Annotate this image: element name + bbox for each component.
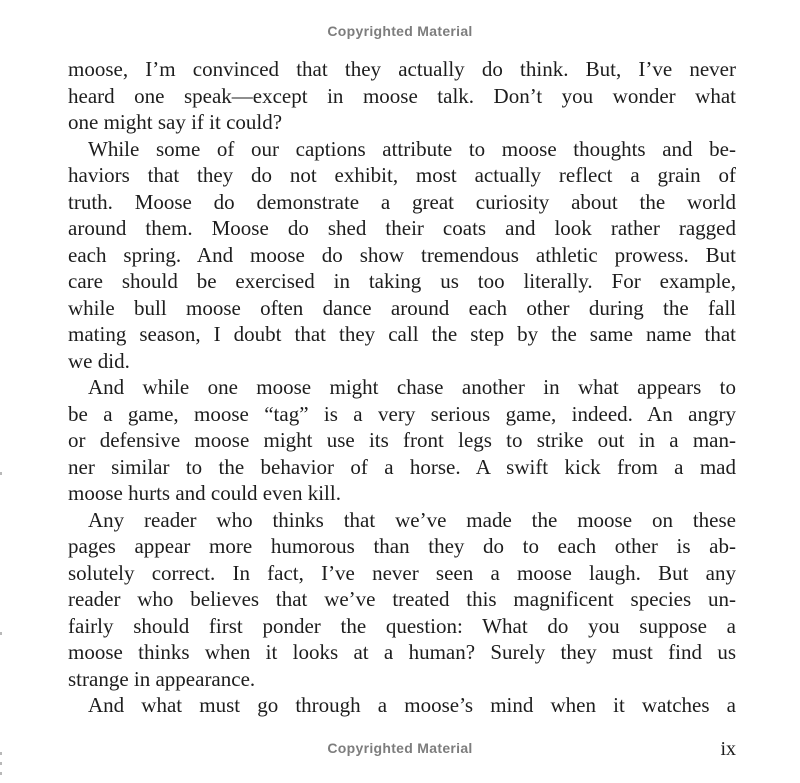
page-body: [68, 56, 736, 719]
text-line: we did.: [68, 348, 130, 373]
paragraph: [68, 56, 736, 136]
text-line: around them. Moose do shed their coats and look rather ragged: [68, 216, 736, 240]
text-line: one might say if it could?: [68, 110, 283, 134]
text-line: strange in appearance.: [68, 666, 256, 691]
text-line: truth. Moose do demonstrate a great curiosity about the world: [68, 189, 736, 214]
page-number: ix: [720, 738, 736, 760]
text-line: heard one speak—except in moose talk. Don’t you wonder what: [68, 83, 736, 108]
scan-artifact-mark: [0, 472, 2, 475]
scan-artifact-mark: [0, 752, 2, 755]
text-line: ner similar to the behavior of a horse. A swift kick from a mad: [68, 454, 736, 479]
text-line: moose, I’m convinced that they actually do think. But, I’ve never: [68, 57, 736, 81]
scan-artifact-mark: [0, 632, 2, 635]
paragraph: [68, 374, 736, 507]
text-line: fairly should first ponder the question: What do you suppose a: [68, 613, 736, 638]
text-line: moose thinks when it looks at a human? Surely they must find us: [68, 640, 736, 664]
copyright-watermark-bottom: Copyrighted Material: [327, 740, 473, 756]
text-line: while bull moose often dance around each other during the fall: [68, 295, 736, 320]
text-line: haviors that they do not exhibit, most actually reflect a grain of: [68, 163, 736, 187]
text-line: be a game, moose “tag” is a very serious game, indeed. An angry: [68, 401, 736, 426]
text-line: While some of our captions attribute to moose thoughts and be-: [88, 136, 736, 161]
copyright-watermark-top: Copyrighted Material: [327, 23, 473, 39]
paragraph: [68, 692, 736, 719]
scan-artifact-mark: [0, 772, 2, 775]
text-line: solutely correct. In fact, I’ve never seen a moose laugh. But any: [68, 560, 736, 585]
text-line: Any reader who thinks that we’ve made the moose on these: [88, 507, 736, 532]
text-line: reader who believes that we’ve treated this magnificent species un-: [68, 587, 736, 611]
text-line: mating season, I doubt that they call the step by the same name that: [68, 322, 736, 346]
text-line: each spring. And moose do show tremendous athletic prowess. But: [68, 242, 736, 267]
text-line: And while one moose might chase another in what appears to: [88, 375, 736, 399]
paragraph: [68, 136, 736, 375]
text-line: care should be exercised in taking us too literally. For example,: [68, 269, 736, 293]
paragraph: [68, 507, 736, 693]
text-line: moose hurts and could even kill.: [68, 481, 341, 505]
text-line: or defensive moose might use its front legs to strike out in a man-: [68, 428, 736, 452]
text-line: pages appear more humorous than they do to each other is ab-: [68, 534, 736, 558]
text-line: And what must go through a moose’s mind when it watches a: [88, 693, 736, 717]
scan-artifact-mark: [0, 762, 2, 765]
